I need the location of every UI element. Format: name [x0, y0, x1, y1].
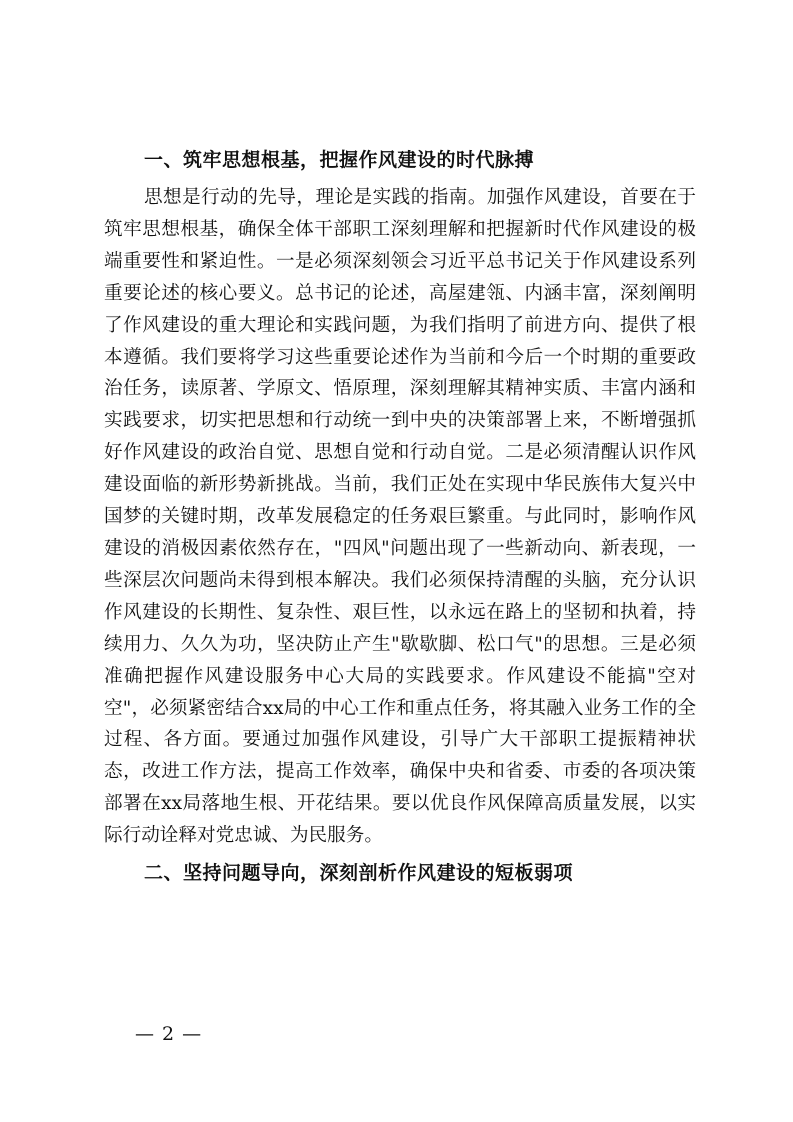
document-body	[104, 145, 696, 888]
section-heading-2: 二、坚持问题导向，深刻剖析作风建设的短板弱项	[144, 862, 574, 885]
section-paragraph-1: 思想是行动的先导，理论是实践的指南。加强作风建设，首要在于筑牢思想根基，确保全体干部职工深刻理解和把握新时代作风建设的极端重要性和紧迫性。一是必须深刻领会习近平总书记关于作风建设系列重要论述的核心要义。总书记的论述，高屋建瓴、内涵丰富，深刻阐明了作风建设的重大理论和实践问题，为我们指明了前进方向、提供了根本遵循。我们要将学习这些重要论述作为当前和今后一个时期的重要政治任务，读原著、学原文、悟原理，深刻理解其精神实质、丰富内涵和实践要求，切实把思想和行动统一到中央的决策部署上来，不断增强抓好作风建设的政治自觉、思想自觉和行动自觉。二是必须清醒认识作风建设面临的新形势新挑战。当前，我们正处在实现中华民族伟大复兴中国梦的关键时期，改革发展稳定的任务艰巨繁重。与此同时，影响作风建设的消极因素依然存在，"四风"问题出现了一些新动向、新表现，一些深层次问题尚未得到根本解决。我们必须保持清醒的头脑，充分认识作风建设的长期性、复杂性、艰巨性，以永远在路上的坚韧和执着，持续用力、久久为功，坚决防止产生"歇歇脚、松口气"的思想。三是必须准确把握作风建设服务中心大局的实践要求。作风建设不能搞"空对空"，必须紧密结合xx局的中心工作和重点任务，将其融入业务工作的全过程、各方面。要通过加强作风建设，引导广大干部职工提振精神状态，改进工作方法，提高工作效率，确保中央和省委、市委的各项决策部署在xx局落地生根、开花结果。要以优良作风保障高质量发展，以实际行动诠释对党忠诚、为民服务。	[104, 187, 696, 847]
section-heading-1: 一、筑牢思想根基，把握作风建设的时代脉搏	[144, 149, 535, 171]
page-number: — 2 —	[135, 1023, 203, 1045]
